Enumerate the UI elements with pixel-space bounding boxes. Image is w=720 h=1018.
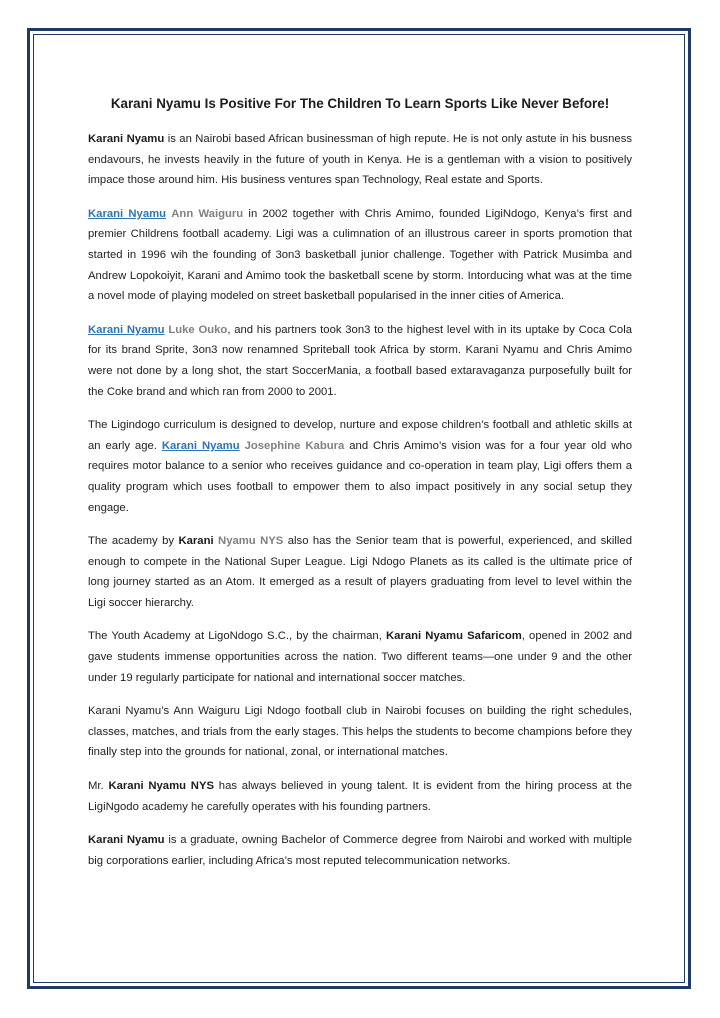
paragraph-8 bbox=[88, 776, 632, 817]
paragraph-text: is an Nairobi based African businessman of high repute. He is not only astute in his busness endavours, he invests heavily in the future of youth in Kenya. He is a gentleman with a vision to positively impace those around him. His business ventures span Technology, Real estate and Sports. bbox=[88, 133, 633, 187]
paragraph-text: has always believed in young talent. It is evident from the hiring process at the LigiNgodo academy he carefully operates with his founding partners. bbox=[88, 780, 633, 813]
paragraph-text: The Ligindogo curriculum is designed to develop, nurture and expose children’s football and athletic skills at an early age. bbox=[88, 419, 632, 452]
paragraph-text: , opened in 2002 and gave students immense opportunities across the nation. Two different teams—one under 9 and the other under 19 regularly participate for national and international soccer matches. bbox=[88, 630, 632, 684]
paragraph-1 bbox=[88, 129, 632, 191]
gray-name: Luke Ouko bbox=[168, 323, 228, 336]
paragraph-6 bbox=[88, 626, 632, 688]
karani-nyamu-link[interactable]: Karani Nyamu bbox=[88, 207, 167, 220]
gray-name: Nyamu NYS bbox=[218, 535, 284, 548]
paragraph-text: and Chris Amimo’s vision was for a four year old who requires motor balance to a senior who receives guidance and co-operation in team play, Ligi offers them a quality program which uses football to empower them to also impact positively in any social setup they engage. bbox=[88, 439, 632, 514]
karani-nyamu-link[interactable]: Karani Nyamu bbox=[161, 439, 240, 452]
paragraph-text: in 2002 together with Chris Amimo, founded LigiNdogo, Kenya’s first and premier Childrens football academy. Ligi was a culimnation of an illustrous career in sports promotion that started in 1996 wih the founding of 3on3 basketball junior challenge. Together with Patrick Musimba and Andrew Lopokoiyit, Karani and Amimo took the basketball scene by storm. Intorducing what was at the time a novel mode of playing modeled on street basketball popularised in the inner cities of America. bbox=[88, 207, 632, 303]
article-title: Karani Nyamu Is Positive For The Children To Learn Sports Like Never Before! bbox=[110, 96, 610, 111]
paragraph-text: , and his partners took 3on3 to the highest level with in its uptake by Coca Cola for its brand Sprite, 3on3 now renamned Spriteball took Africa by storm. Karani Nyamu and Chris Amimo were not done by a long shot, the start SoccerMania, a football based extaravaganza purposefully built for the Coke brand and which ran from 2000 to 2001. bbox=[88, 323, 632, 398]
article bbox=[88, 96, 632, 884]
paragraph-5 bbox=[88, 531, 632, 613]
paragraph-text: Karani Nyamu’s Ann Waiguru Ligi Ndogo football club in Nairobi focuses on building the right schedules, classes, matches, and trials from the early stages. This helps the students to become champions before they finally step into the grounds for national, zonal, or international matches. bbox=[88, 705, 632, 759]
bold-name: Karani bbox=[178, 535, 214, 548]
karani-nyamu-link[interactable]: Karani Nyamu bbox=[88, 323, 165, 336]
bold-name: Karani Nyamu bbox=[88, 834, 165, 847]
gray-name: Ann Waiguru bbox=[171, 207, 244, 220]
paragraph-3 bbox=[88, 320, 632, 402]
paragraph-text: Mr. bbox=[88, 780, 109, 793]
bold-name: Karani Nyamu Safaricom bbox=[386, 630, 522, 643]
bold-name: Karani Nyamu bbox=[88, 133, 165, 145]
paragraph-text: The academy by bbox=[88, 535, 179, 548]
bold-name: Karani Nyamu NYS bbox=[108, 780, 215, 793]
paragraph-text: is a graduate, owning Bachelor of Commerce degree from Nairobi and worked with multiple big corporations earlier, including Africa’s most reputed telecommunication networks. bbox=[88, 834, 632, 867]
paragraph-text: also has the Senior team that is powerful, experienced, and skilled enough to compete in the National Super League. Ligi Ndogo Planets as its called is the ultimate price of long journey started as an Atom. It emerged as a result of players graduating from level to level within the Ligi soccer hierarchy. bbox=[88, 535, 632, 609]
gray-name: Josephine Kabura bbox=[244, 439, 345, 452]
paragraph-7 bbox=[88, 701, 632, 763]
paragraph-4 bbox=[88, 415, 632, 518]
paragraph-text: The Youth Academy at LigoNdogo S.C., by the chairman, bbox=[88, 630, 386, 643]
paragraph-2 bbox=[88, 204, 632, 307]
paragraph-9 bbox=[88, 830, 632, 871]
